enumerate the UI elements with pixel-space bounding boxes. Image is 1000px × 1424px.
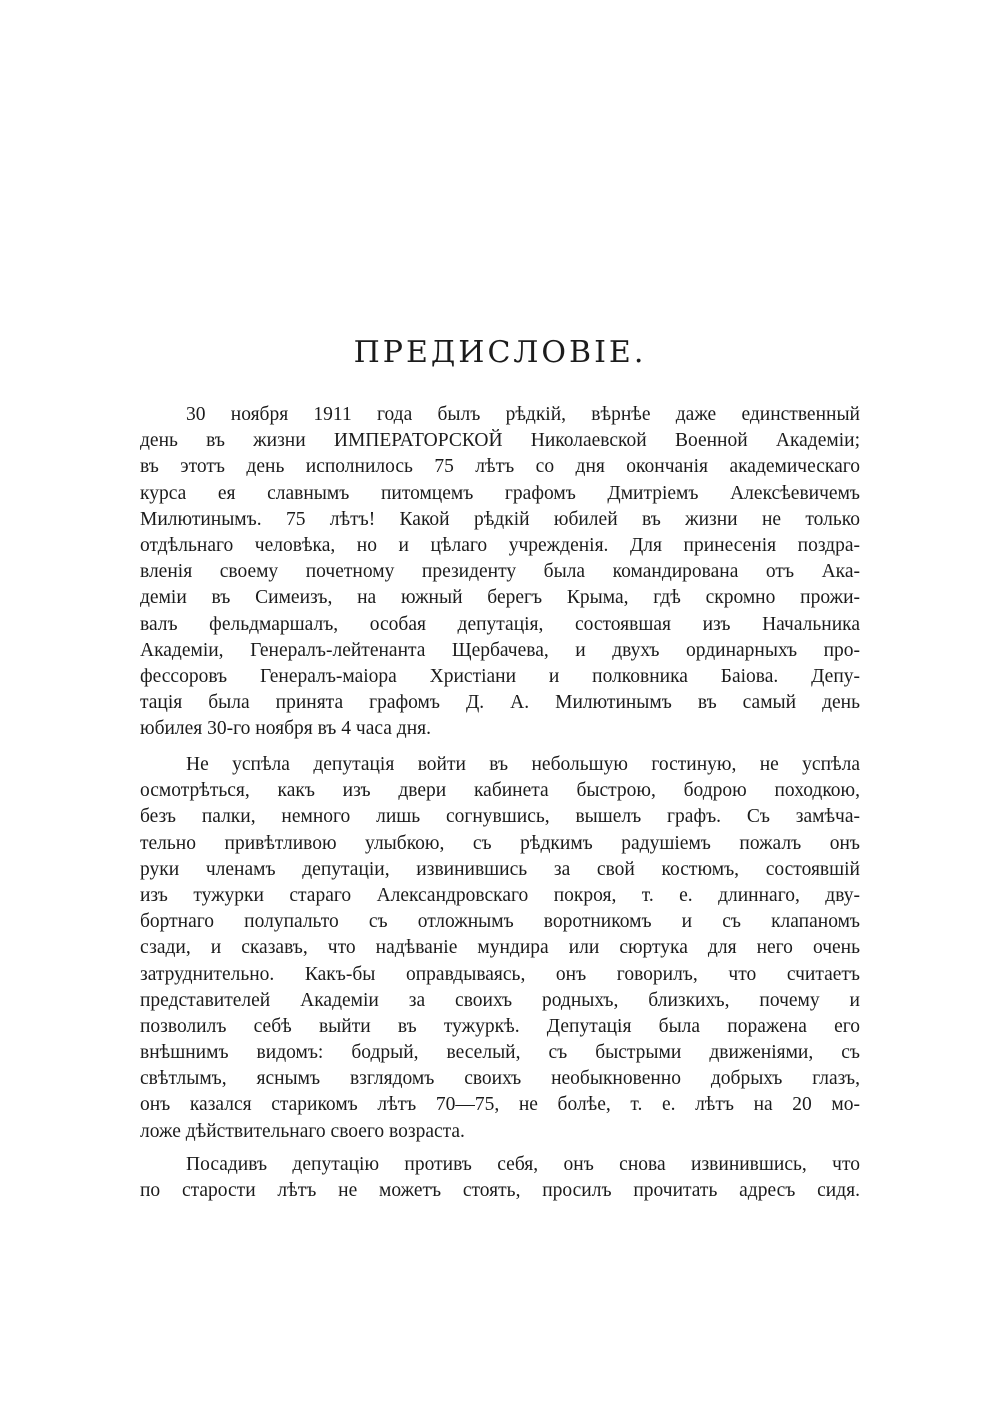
text-line: день въ жизни ИМПЕРАТОРСКОЙ Николаевской Военной Академіи; — [140, 430, 860, 452]
text-line: отдѣльнаго человѣка, но и цѣлаго учрежденія. Для принесенія поздра- — [140, 534, 860, 556]
text-line: онъ казался старикомъ лѣтъ 70—75, не болѣе, т. е. лѣтъ на 20 мо- — [140, 1094, 860, 1116]
text-line: курса ея славнымъ питомцемъ графомъ Дмитріемъ Алексѣевичемъ — [140, 482, 860, 504]
text-line: юбилея 30-го ноября въ 4 часа дня. — [140, 718, 431, 740]
text-line: позволилъ себѣ выйти въ тужуркѣ. Депутація была поражена его — [140, 1015, 860, 1037]
text-line: внѣшнимъ видомъ: бодрый, веселый, съ быстрыми движеніями, съ — [140, 1042, 860, 1064]
text-line: бортнаго полупальто съ отложнымъ воротникомъ и съ клапаномъ — [140, 911, 860, 933]
text-line: Академіи, Генералъ-лейтенанта Щербачева, и двухъ ординарныхъ про- — [140, 639, 860, 661]
page-title: ПРЕДИСЛОВІЕ. — [353, 335, 647, 370]
text-line: сзади, и сказавъ, что надѣваніе мундира или сюртука для него очень — [140, 937, 860, 959]
text-line: деміи въ Симеизъ, на южный берегъ Крыма, гдѣ скромно прожи- — [140, 587, 860, 609]
paragraph-1 — [140, 402, 860, 742]
text-line: Не успѣла депутація войти въ небольшую гостиную, не успѣла — [186, 754, 860, 775]
text-line: изъ тужурки стараго Александровскаго покроя, т. е. длиннаго, дву- — [140, 884, 860, 906]
text-line: по старости лѣтъ не можетъ стоять, просилъ прочитать адресъ сидя. — [140, 1180, 860, 1202]
text-line: руки членамъ депутаціи, извинившись за свой костюмъ, состоявшій — [140, 858, 860, 880]
text-line: тація была принята графомъ Д. А. Милютинымъ въ самый день — [140, 692, 860, 714]
text-line: осмотрѣться, какъ изъ двери кабинета быстрою, бодрою походкою, — [140, 780, 860, 802]
text-line: Посадивъ депутацію противъ себя, онъ снова извинившись, что — [186, 1154, 860, 1175]
paragraph-2 — [140, 752, 860, 1145]
text-line: свѣтлымъ, яснымъ взглядомъ своихъ необыкновенно добрыхъ глазъ, — [140, 1068, 860, 1090]
text-line: представителей Академіи за своихъ родныхъ, близкихъ, почему и — [140, 989, 860, 1011]
text-line: фессоровъ Генералъ-маіора Христіани и полковника Баіова. Депу- — [140, 665, 860, 687]
text-line: валъ фельдмаршалъ, особая депутація, состоявшая изъ Начальника — [140, 613, 860, 635]
text-line: безъ палки, немного лишь согнувшись, вышелъ графъ. Съ замѣча- — [140, 806, 860, 828]
text-line: въ этотъ день исполнилось 75 лѣтъ со дня окончанія академическаго — [140, 456, 860, 478]
text-line: тельно привѣтливою улыбкою, съ рѣдкимъ радушіемъ пожалъ онъ — [140, 832, 860, 854]
text-line: ложе дѣйствительнаго своего возраста. — [140, 1120, 465, 1142]
text-line: вленія своему почетному президенту была командирована отъ Ака- — [140, 561, 860, 583]
text-line: затруднительно. Какъ-бы оправдываясь, онъ говорилъ, что считаетъ — [140, 963, 860, 985]
text-line: 30 ноября 1911 года былъ рѣдкій, вѣрнѣе даже единственный — [186, 404, 860, 425]
text-line: Милютинымъ. 75 лѣтъ! Какой рѣдкій юбилей въ жизни не только — [140, 508, 860, 530]
paragraph-3 — [140, 1152, 860, 1204]
